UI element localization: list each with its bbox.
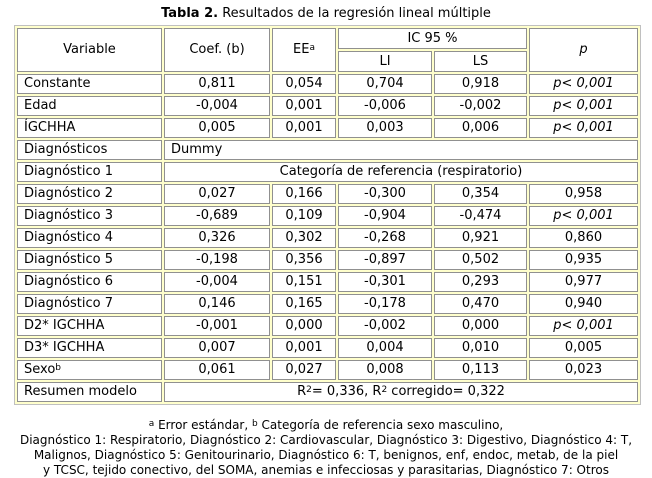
cell-value: 0,811 [164,74,270,94]
row-label: Diagnósticos [17,140,162,160]
table-title [0,0,652,21]
cell-value: 0,470 [434,294,527,314]
footnote-line-1: $^a$ Error estándar, $^b$ Categoría de referencia sexo masculino, [148,418,504,432]
cell-p-value: 0,860 [529,228,638,248]
cell-value: -0,301 [338,272,432,292]
cell-value: 0,109 [272,206,336,226]
cell-value: 0,113 [434,360,527,380]
cell-value: -0,268 [338,228,432,248]
cell-p-value: p< 0,001 [529,206,638,226]
cell-value: 0,354 [434,184,527,204]
cell-value: 0,006 [434,118,527,138]
cell-value: 0,302 [272,228,336,248]
table-row [17,74,638,94]
cell-value: 0,010 [434,338,527,358]
row-label: Sexo$^b$ [17,360,162,380]
row-label: Diagnóstico 4 [17,228,162,248]
table-body [17,74,638,402]
cell-value: -0,198 [164,250,270,270]
cell-p-value: 0,935 [529,250,638,270]
row-label: Diagnóstico 7 [17,294,162,314]
cell-value: -0,004 [164,272,270,292]
table-row [17,294,638,314]
col-header-variable: Variable [17,28,162,72]
table-title-text: Resultados de la regresión lineal múltiple [218,6,491,21]
table-row [17,206,638,226]
ee-label: EE [293,42,310,57]
table-row [17,382,638,402]
cell-p-value: 0,005 [529,338,638,358]
col-header-p: p [529,28,638,72]
footnote-line-3: Malignos, Diagnóstico 5: Genitourinario, Diagnóstico 6: T, benignos, enf, endoc, metab, de la piel [33,448,619,462]
row-label: Diagnóstico 3 [17,206,162,226]
col-header-coef: Coef. (b) [164,28,270,72]
cell-p-value: 0,023 [529,360,638,380]
row-label: Diagnóstico 6 [17,272,162,292]
col-header-ee [272,28,336,72]
cell-value: 0,054 [272,74,336,94]
cell-value: 0,001 [272,96,336,116]
cell-value: 0,918 [434,74,527,94]
row-label: Edad [17,96,162,116]
cell-p-value: p< 0,001 [529,316,638,336]
cell-value: 0,151 [272,272,336,292]
cell-p-value: p< 0,001 [529,96,638,116]
row-label: Diagnóstico 1 [17,162,162,182]
cell-p-value: 0,977 [529,272,638,292]
cell-value: 0,356 [272,250,336,270]
col-header-ls: LS [434,51,527,72]
cell-value: 0,001 [272,338,336,358]
header-row-1 [17,28,638,49]
row-label: Resumen modelo [17,382,162,402]
cell-value: -0,178 [338,294,432,314]
cell-value: -0,001 [164,316,270,336]
table-row [17,228,638,248]
table-row [17,272,638,292]
table-row [17,96,638,116]
cell-value: 0,921 [434,228,527,248]
cell-value: -0,300 [338,184,432,204]
table-row [17,316,638,336]
row-label: D2* IGCHHA [17,316,162,336]
cell-value: 0,061 [164,360,270,380]
table-row [17,250,638,270]
ee-superscript: a [309,42,315,53]
table-row [17,184,638,204]
table-row [17,162,638,182]
cell-value: 0,027 [164,184,270,204]
row-span-value: Categoría de referencia (respiratorio) [164,162,638,182]
row-label: Diagnóstico 5 [17,250,162,270]
footnote-line-4: y TCSC, tejido conectivo, del SOMA, anemias e infecciosas y parasitarias, Diagnóstico 7: Otros [43,463,609,477]
cell-value: 0,000 [434,316,527,336]
cell-value: 0,001 [272,118,336,138]
cell-p-value: p< 0,001 [529,74,638,94]
row-label: Diagnóstico 2 [17,184,162,204]
cell-value: -0,002 [338,316,432,336]
row-label: ÍGCHHA [17,118,162,138]
table-row [17,338,638,358]
row-label: Constante [17,74,162,94]
table-row [17,140,638,160]
cell-value: -0,004 [164,96,270,116]
cell-value: 0,704 [338,74,432,94]
table-title-number: Tabla 2. [161,6,219,21]
cell-value: 0,007 [164,338,270,358]
cell-value: 0,003 [338,118,432,138]
cell-value: -0,904 [338,206,432,226]
cell-value: -0,897 [338,250,432,270]
cell-value: 0,008 [338,360,432,380]
cell-value: 0,165 [272,294,336,314]
table-row [17,360,638,380]
col-header-ic95: IC 95 % [338,28,527,49]
cell-value: 0,326 [164,228,270,248]
cell-value: -0,689 [164,206,270,226]
cell-value: -0,006 [338,96,432,116]
table-row [17,118,638,138]
row-span-value: $R^2= 0,336$, $R^2$ corregido= 0,322 [164,382,638,402]
cell-p-value: p< 0,001 [529,118,638,138]
row-span-value: Dummy [164,140,638,160]
cell-value: 0,502 [434,250,527,270]
cell-value: 0,005 [164,118,270,138]
table-header [17,28,638,72]
footnote-line-2: Diagnóstico 1: Respiratorio, Diagnóstico 2: Cardiovascular, Diagnóstico 3: Digestivo, Diagnóstico 4: T, [19,433,633,447]
cell-p-value: 0,940 [529,294,638,314]
footnotes [0,418,652,478]
col-header-li: LI [338,51,432,72]
cell-value: 0,004 [338,338,432,358]
cell-value: 0,166 [272,184,336,204]
cell-value: 0,027 [272,360,336,380]
regression-table [14,25,641,405]
cell-value: 0,000 [272,316,336,336]
row-label: D3* IGCHHA [17,338,162,358]
cell-value: 0,293 [434,272,527,292]
cell-p-value: 0,958 [529,184,638,204]
cell-value: 0,146 [164,294,270,314]
cell-value: -0,474 [434,206,527,226]
cell-value: -0,002 [434,96,527,116]
